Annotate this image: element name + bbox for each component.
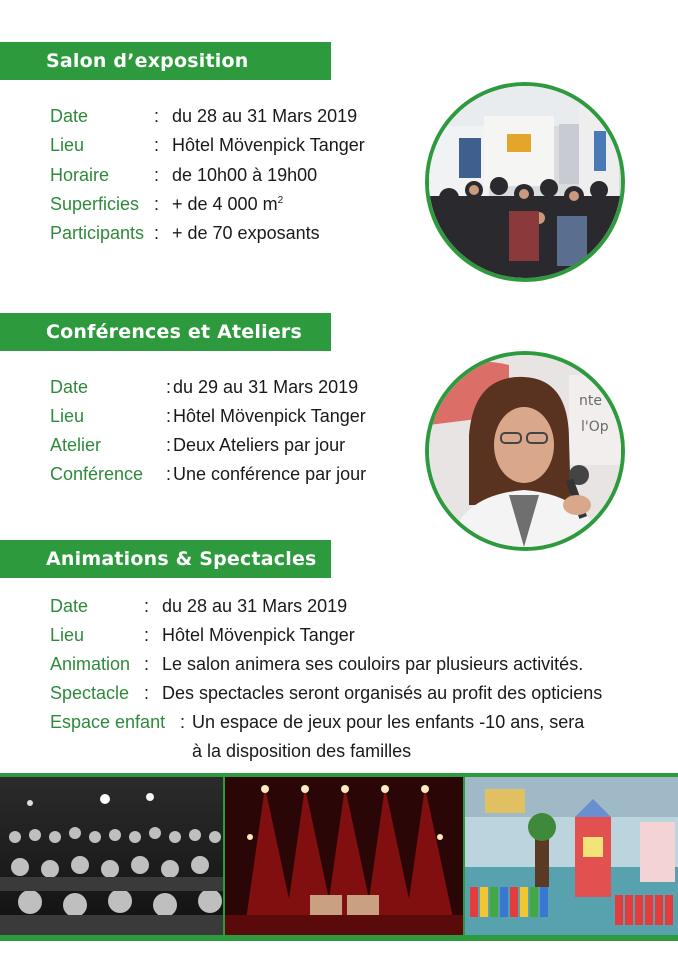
info-label: Conférence — [50, 464, 144, 484]
info-separator: : — [144, 654, 150, 674]
info-value: Un espace de jeux pour les enfants -10 ans, sera — [192, 712, 585, 732]
speaker-image — [429, 355, 621, 547]
info-label: Spectacle — [50, 683, 130, 703]
info-label: Date — [50, 377, 89, 397]
info-label: Lieu — [50, 135, 85, 155]
superscript: 2 — [277, 195, 284, 206]
info-value: Une conférence par jour — [173, 464, 367, 484]
info-label: Date — [50, 596, 89, 616]
svg-text:l'Op: l'Op — [581, 419, 609, 435]
info-label: Atelier — [50, 435, 102, 455]
info-separator: : — [154, 135, 160, 155]
info-separator: : — [144, 596, 150, 616]
info-separator: : — [180, 712, 186, 732]
info-value: du 28 au 31 Mars 2019 — [172, 106, 358, 126]
info-separator: : — [154, 194, 160, 214]
section-banner-animations: Animations & Spectacles — [0, 540, 331, 578]
expo-crowd-photo — [425, 82, 625, 282]
stage-lights-image — [225, 777, 463, 935]
info-value-text: + de 4 000 m — [172, 194, 278, 214]
info-separator: : — [144, 625, 150, 645]
info-label: Superficies — [50, 194, 140, 214]
info-label: Animation — [50, 654, 131, 674]
info-value: Hôtel Mövenpick Tanger — [162, 625, 355, 645]
svg-text:nte: nte — [579, 393, 602, 409]
info-value: Hôtel Mövenpick Tanger — [173, 406, 366, 426]
info-separator: : — [154, 223, 160, 243]
info-value: Hôtel Mövenpick Tanger — [172, 135, 365, 155]
info-value: + de 70 exposants — [172, 223, 320, 243]
info-label: Lieu — [50, 625, 85, 645]
info-separator: : — [166, 377, 172, 397]
section-banner-salon: Salon d’exposition — [0, 42, 331, 80]
info-value: Des spectacles seront organisés au profit des opticiens — [162, 683, 603, 703]
info-label: Lieu — [50, 406, 85, 426]
info-separator: : — [166, 464, 172, 484]
info-separator: : — [154, 106, 160, 126]
photo-strip — [0, 773, 678, 941]
info-label: Horaire — [50, 165, 110, 185]
kids-playground-image — [465, 777, 678, 935]
info-value: de 10h00 à 19h00 — [172, 165, 318, 185]
stage-lights-photo — [225, 777, 463, 935]
info-value: à la disposition des familles — [192, 741, 412, 761]
info-separator: : — [166, 435, 172, 455]
info-label: Espace enfant — [50, 712, 166, 732]
info-value: du 29 au 31 Mars 2019 — [173, 377, 359, 397]
info-separator: : — [154, 165, 160, 185]
audience-image — [0, 777, 223, 935]
section-banner-conferences: Conférences et Ateliers — [0, 313, 331, 351]
info-value: du 28 au 31 Mars 2019 — [162, 596, 348, 616]
info-value: Deux Ateliers par jour — [173, 435, 346, 455]
info-label: Participants — [50, 223, 145, 243]
expo-crowd-image — [429, 86, 621, 278]
speaker-photo — [425, 351, 625, 551]
info-label: Date — [50, 106, 89, 126]
info-separator: : — [166, 406, 172, 426]
kids-playground-photo — [465, 777, 678, 935]
info-value — [172, 194, 283, 215]
info-value: Le salon animera ses couloirs par plusieurs activités. — [162, 654, 584, 674]
audience-photo — [0, 777, 223, 935]
info-separator: : — [144, 683, 150, 703]
